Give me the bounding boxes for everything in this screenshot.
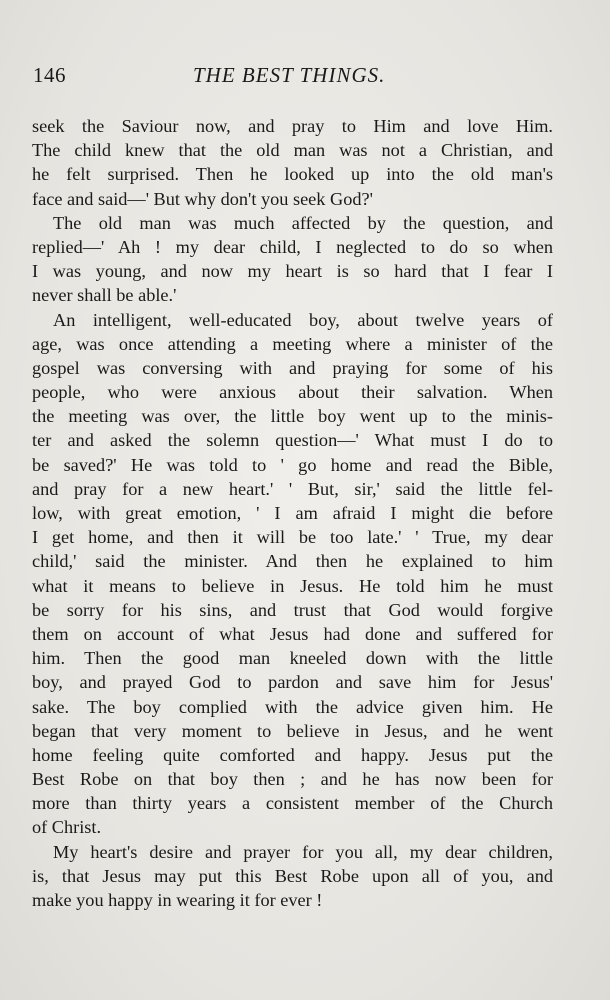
text-line: is, that Jesus may put this Best Robe upon all of you, and (32, 865, 553, 886)
text-line: never shall be able.' (32, 285, 177, 306)
text-line: child,' said the minister. And then he explained to him (32, 551, 553, 572)
text-line: ter and asked the solemn question—' What must I do to (32, 430, 553, 451)
text-line: low, with great emotion, ' I am afraid I might die before (32, 503, 553, 523)
paragraph (32, 114, 553, 211)
text-line: of Christ. (32, 817, 102, 838)
text-line: make you happy in wearing it for ever ! (32, 890, 323, 910)
text-line: sake. The boy complied with the advice given him. He (32, 696, 553, 717)
text-line: be sorry for his sins, and trust that God would forgive (32, 599, 553, 620)
text-line: face and said—' But why don't you seek God?' (32, 188, 373, 209)
page-number: 146 (33, 63, 66, 87)
paragraph (32, 308, 553, 840)
text-line: what it means to believe in Jesus. He told him he must (32, 575, 553, 596)
text-line: the meeting was over, the little boy went up to the minis- (32, 406, 553, 427)
text-line: more than thirty years a consistent member of the Church (32, 793, 553, 814)
text-line: him. Then the good man kneeled down with the little (32, 648, 553, 669)
body-text (32, 114, 553, 912)
text-line: home feeling quite comforted and happy. Jesus put the (32, 744, 553, 765)
paragraph (32, 840, 553, 913)
text-line: My heart's desire and prayer for you all, my dear children, (53, 841, 553, 862)
text-line: gospel was conversing with and praying for some of his (32, 357, 553, 378)
running-head: THE BEST THINGS. (193, 63, 386, 87)
text-line: he felt surprised. Then he looked up into the old man's (32, 164, 553, 185)
text-line: I get home, and then it will be too late.' ' True, my dear (32, 527, 553, 548)
text-line: An intelligent, well-educated boy, about twelve years of (53, 309, 553, 330)
text-line: boy, and prayed God to pardon and save him for Jesus' (32, 672, 553, 693)
text-line: The old man was much affected by the question, and (53, 212, 553, 233)
text-line: age, was once attending a meeting where a minister of the (32, 333, 553, 354)
text-line: be saved?' He was told to ' go home and read the Bible, (32, 454, 553, 475)
text-line: began that very moment to believe in Jesus, and he went (32, 720, 553, 741)
text-line: them on account of what Jesus had done and suffered for (32, 623, 553, 644)
text-line: The child knew that the old man was not a Christian, and (32, 140, 553, 161)
page-header (33, 63, 555, 93)
text-line: replied—' Ah ! my dear child, I neglected to do so when (32, 236, 553, 257)
text-line: I was young, and now my heart is so hard that I fear I (32, 261, 553, 282)
paragraph (32, 211, 553, 308)
text-line: seek the Saviour now, and pray to Him and love Him. (32, 116, 553, 136)
text-line: and pray for a new heart.' ' But, sir,' said the little fel- (32, 478, 553, 499)
text-line: Best Robe on that boy then ; and he has now been for (32, 769, 553, 790)
text-line: people, who were anxious about their salvation. When (32, 382, 553, 403)
